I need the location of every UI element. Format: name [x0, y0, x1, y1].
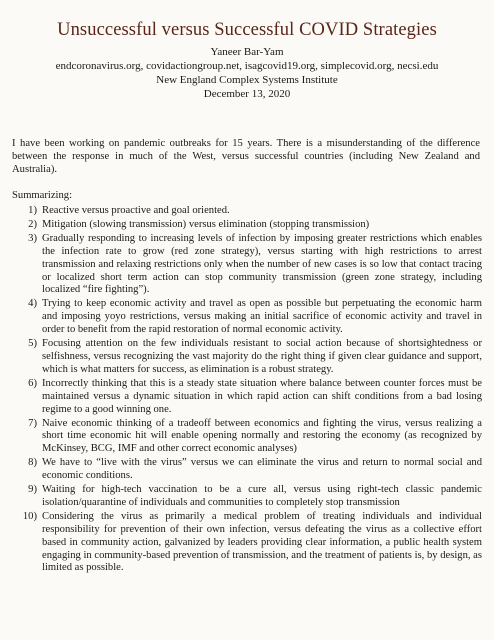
item-number: 4): [28, 298, 37, 310]
document-date: December 13, 2020: [203, 88, 291, 100]
list-item: [12, 484, 482, 510]
item-text: Trying to keep economic activity and travel as open as possible but perpetuating the economic harm and imposing yoyo restrictions, versus making an initial sacrifice of economic activity and travel in order to benefit from the rapid restoration of normal economic activity.: [42, 298, 482, 336]
item-text: Incorrectly thinking that this is a steady state situation where balance between counter forces must be maintained versus a dynamic situation in which rapid action can shift conditions from a bad losing regime to a good winning one.: [42, 377, 482, 415]
author-name: Yaneer Bar-Yam: [210, 46, 284, 58]
intro-paragraph: I have been working on pandemic outbreaks for 15 years. There is a misunderstanding of the difference between the response in much of the West, versus successful countries (including New Zealand and Australia).: [12, 138, 480, 175]
item-number: 6): [28, 377, 37, 389]
item-number: 8): [28, 457, 37, 469]
list-item: [12, 418, 482, 457]
list-item: [12, 205, 482, 218]
item-text: Focusing attention on the few individuals resistant to social action because of shortsightedness or selfishness, versus recognizing the vast majority do the right thing if given clear guidance and support, which is what matters for success, as elimination is a robust strategy.: [42, 338, 482, 375]
list-item: [12, 298, 482, 337]
item-text: Reactive versus proactive and goal oriented.: [42, 205, 230, 216]
list-item: [12, 219, 482, 232]
item-number: 2): [28, 218, 37, 230]
item-number: 5): [28, 338, 37, 350]
item-text: Considering the virus as primarily a medical problem of treating individuals and individual responsibility for prevention of their own infection, versus defeating the virus as a collective effort based in community action, galvanized by leaders providing clear information, a public health system engaging in community-based prevention of transmission, and the treatment of patients is, by design, as limited as possible.: [42, 510, 482, 574]
institute-name: New England Complex Systems Institute: [156, 74, 338, 86]
item-number: 1): [28, 205, 37, 216]
item-text: Mitigation (slowing transmission) versus elimination (stopping transmission): [42, 218, 370, 230]
item-text: We have to “live with the virus” versus we can eliminate the virus and return to normal social and economic conditions.: [42, 457, 482, 482]
item-text: Naive economic thinking of a tradeoff between economics and fighting the virus, versus realizing a short time economic hit will enable opening normally and restoring the economy (as recognized by McKinsey, BCG, IMF and other correct economic analyses): [42, 417, 482, 455]
summarizing-label: Summarizing:: [12, 190, 73, 201]
item-text: Gradually responding to increasing levels of infection by imposing greater restrictions which enables the infection rate to grow (red zone strategy), versus starting with high restrictions to arrest transmission and relaxing restrictions only when the number of new cases is so low that contact tracing or localized short term action can stop community transmission (green zone strategy, including localized “fire fighting”).: [42, 232, 482, 296]
list-item: [12, 338, 482, 377]
item-number: 7): [28, 417, 37, 429]
list-item: [12, 457, 482, 483]
item-text: Waiting for high-tech vaccination to be a cure all, versus using right-tech classic pandemic isolation/quarantine of individuals and communities to completely stop transmission: [42, 484, 482, 508]
strategy-list: [12, 205, 482, 576]
website-list: endcoronavirus.org, covidactiongroup.net, isagcovid19.org, simplecovid.org, necsi.edu: [55, 60, 439, 72]
document-title: Unsuccessful versus Successful COVID Strategies: [57, 20, 437, 40]
item-number: 10): [22, 510, 37, 522]
list-item: [12, 233, 482, 298]
list-item: [12, 511, 482, 576]
item-number: 3): [28, 232, 37, 244]
item-number: 9): [28, 484, 37, 496]
list-item: [12, 378, 482, 417]
